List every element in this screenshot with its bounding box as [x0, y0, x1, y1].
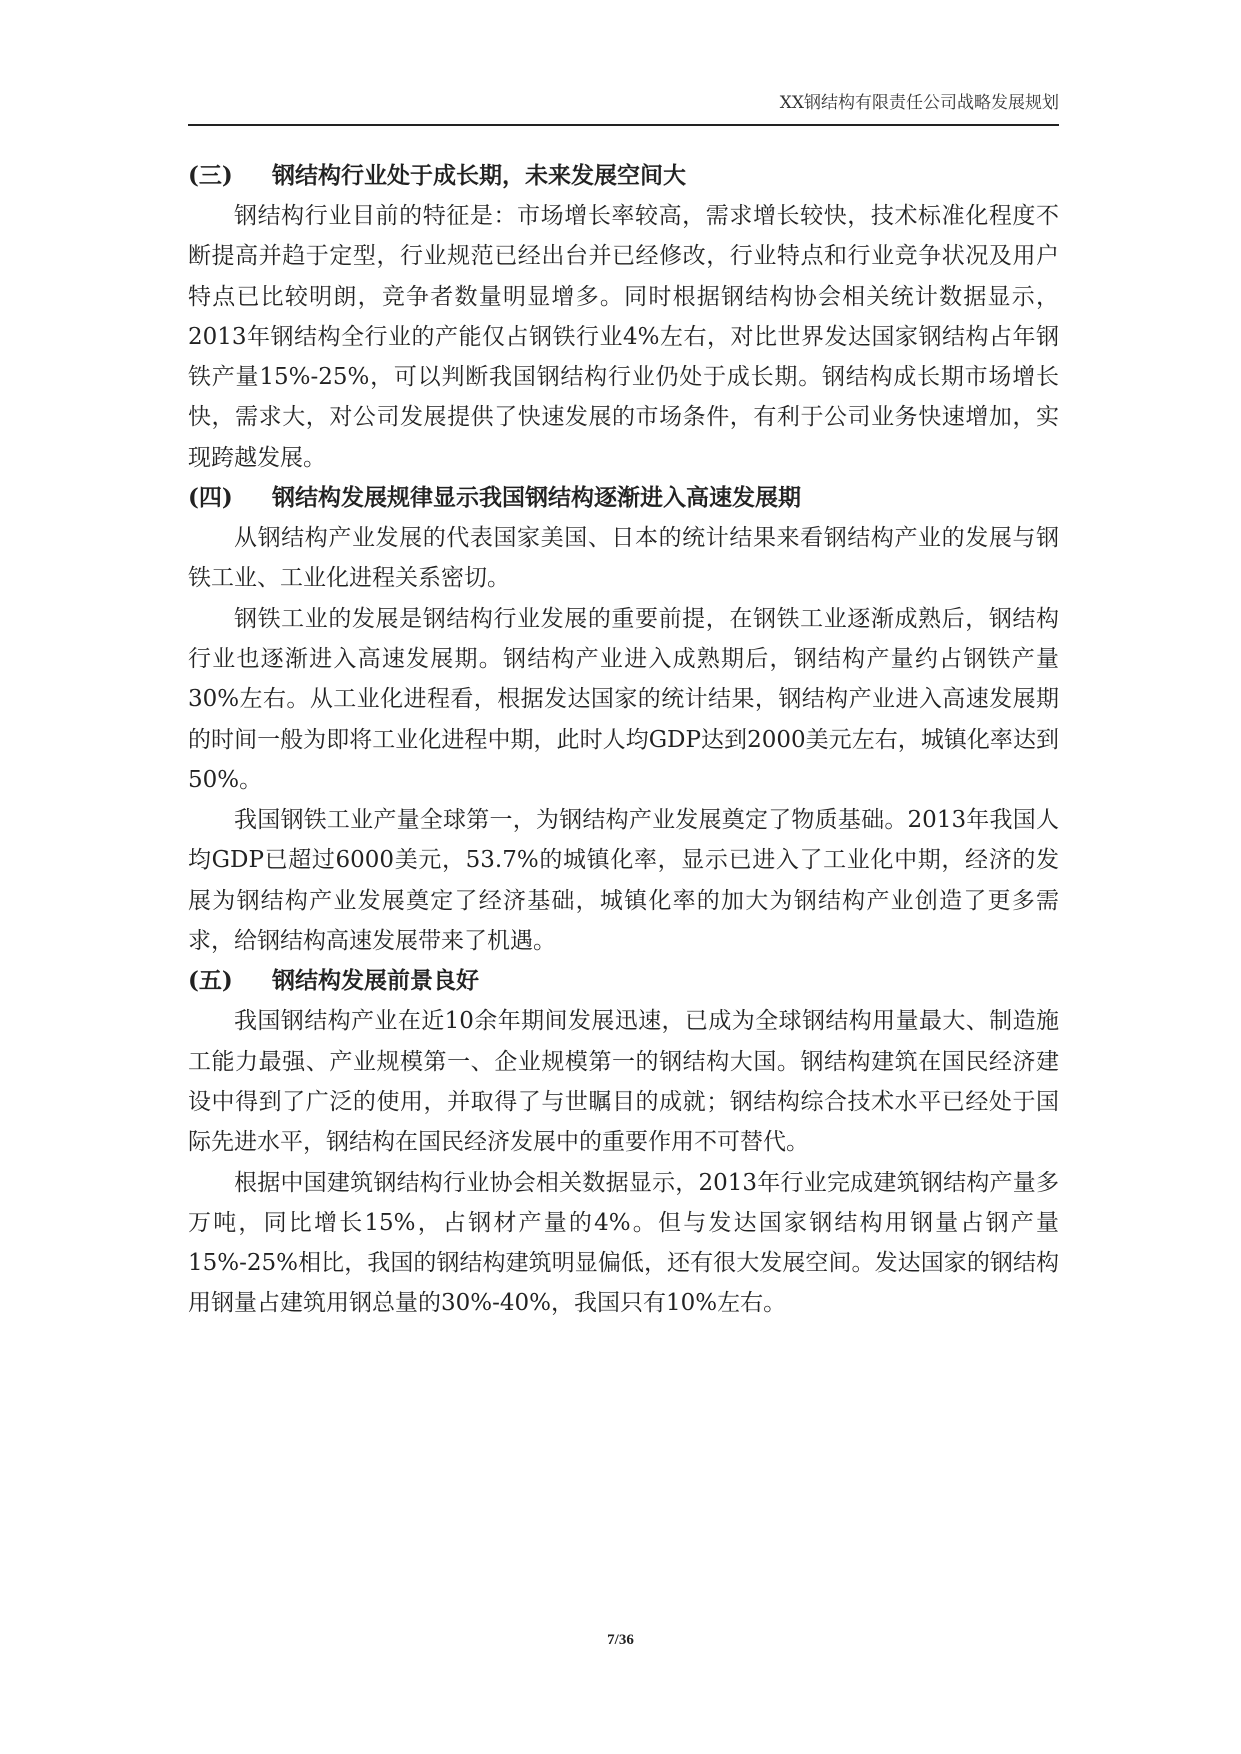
section-title: 钢结构行业处于成长期，未来发展空间大 [272, 162, 686, 189]
running-header: XX钢结构有限责任公司战略发展规划 [779, 93, 1059, 113]
paragraph: 我国钢结构产业在近10余年期间发展迅速，已成为全球钢结构用量最大、制造施工能力最强、产业规模第一、企业规模第一的钢结构大国。钢结构建筑在国民经济建设中得到了广泛的使用，并取得了与世瞩目的成就；钢结构综合技术水平已经处于国际先进水平，钢结构在国民经济发展中的重要作用不可替代。 [188, 1008, 1059, 1156]
paragraph: 钢铁工业的发展是钢结构行业发展的重要前提，在钢铁工业逐渐成熟后，钢结构行业也逐渐进入高速发展期。钢结构产业进入成熟期后，钢结构产量约占钢铁产量30%左右。从工业化进程看，根据发达国家的统计结果，钢结构产业进入高速发展期的时间一般为即将工业化进程中期，此时人均GDP达到2000美元左右，城镇化率达到50%。 [188, 605, 1059, 793]
paragraph: 从钢结构产业发展的代表国家美国、日本的统计结果来看钢结构产业的发展与钢铁工业、工业化进程关系密切。 [188, 525, 1059, 592]
section-heading [188, 156, 1059, 196]
paragraph: 我国钢铁工业产量全球第一，为钢结构产业发展奠定了物质基础。2013年我国人均GDP已超过6000美元，53.7%的城镇化率，显示已进入了工业化中期，经济的发展为钢结构产业发展奠定了经济基础，城镇化率的加大为钢结构产业创造了更多需求，给钢结构高速发展带来了机遇。 [188, 807, 1059, 955]
paragraph: 钢结构行业目前的特征是：市场增长率较高，需求增长较快，技术标准化程度不断提高并趋于定型，行业规范已经出台并已经修改，行业特点和行业竞争状况及用户特点已比较明朗，竞争者数量明显增多。同时根据钢结构协会相关统计数据显示，2013年钢结构全行业的产能仅占钢铁行业4%左右，对比世界发达国家钢结构占年钢铁产量15%-25%，可以判断我国钢结构行业仍处于成长期。钢结构成长期市场增长快，需求大，对公司发展提供了快速发展的市场条件，有利于公司业务快速增加，实现跨越发展。 [188, 203, 1059, 471]
paragraph: 根据中国建筑钢结构行业协会相关数据显示，2013年行业完成建筑钢结构产量多万吨，同比增长15%，占钢材产量的4%。但与发达国家钢结构用钢量占钢产量15%-25%相比，我国的钢结构建筑明显偏低，还有很大发展空间。发达国家的钢结构用钢量占建筑用钢总量的30%-40%，我国只有10%左右。 [188, 1169, 1059, 1317]
section-heading [188, 961, 1059, 1001]
page-content [188, 156, 1059, 1324]
header-divider [188, 124, 1059, 126]
section-number: (三) [188, 162, 233, 189]
section-title: 钢结构发展规律显示我国钢结构逐渐进入高速发展期 [272, 484, 801, 512]
section-number: (四) [188, 484, 233, 512]
section-number: (五) [188, 967, 233, 995]
page-number: 7/36 [607, 1632, 634, 1648]
section-title: 钢结构发展前景良好 [272, 967, 479, 995]
section-heading [188, 478, 1059, 518]
